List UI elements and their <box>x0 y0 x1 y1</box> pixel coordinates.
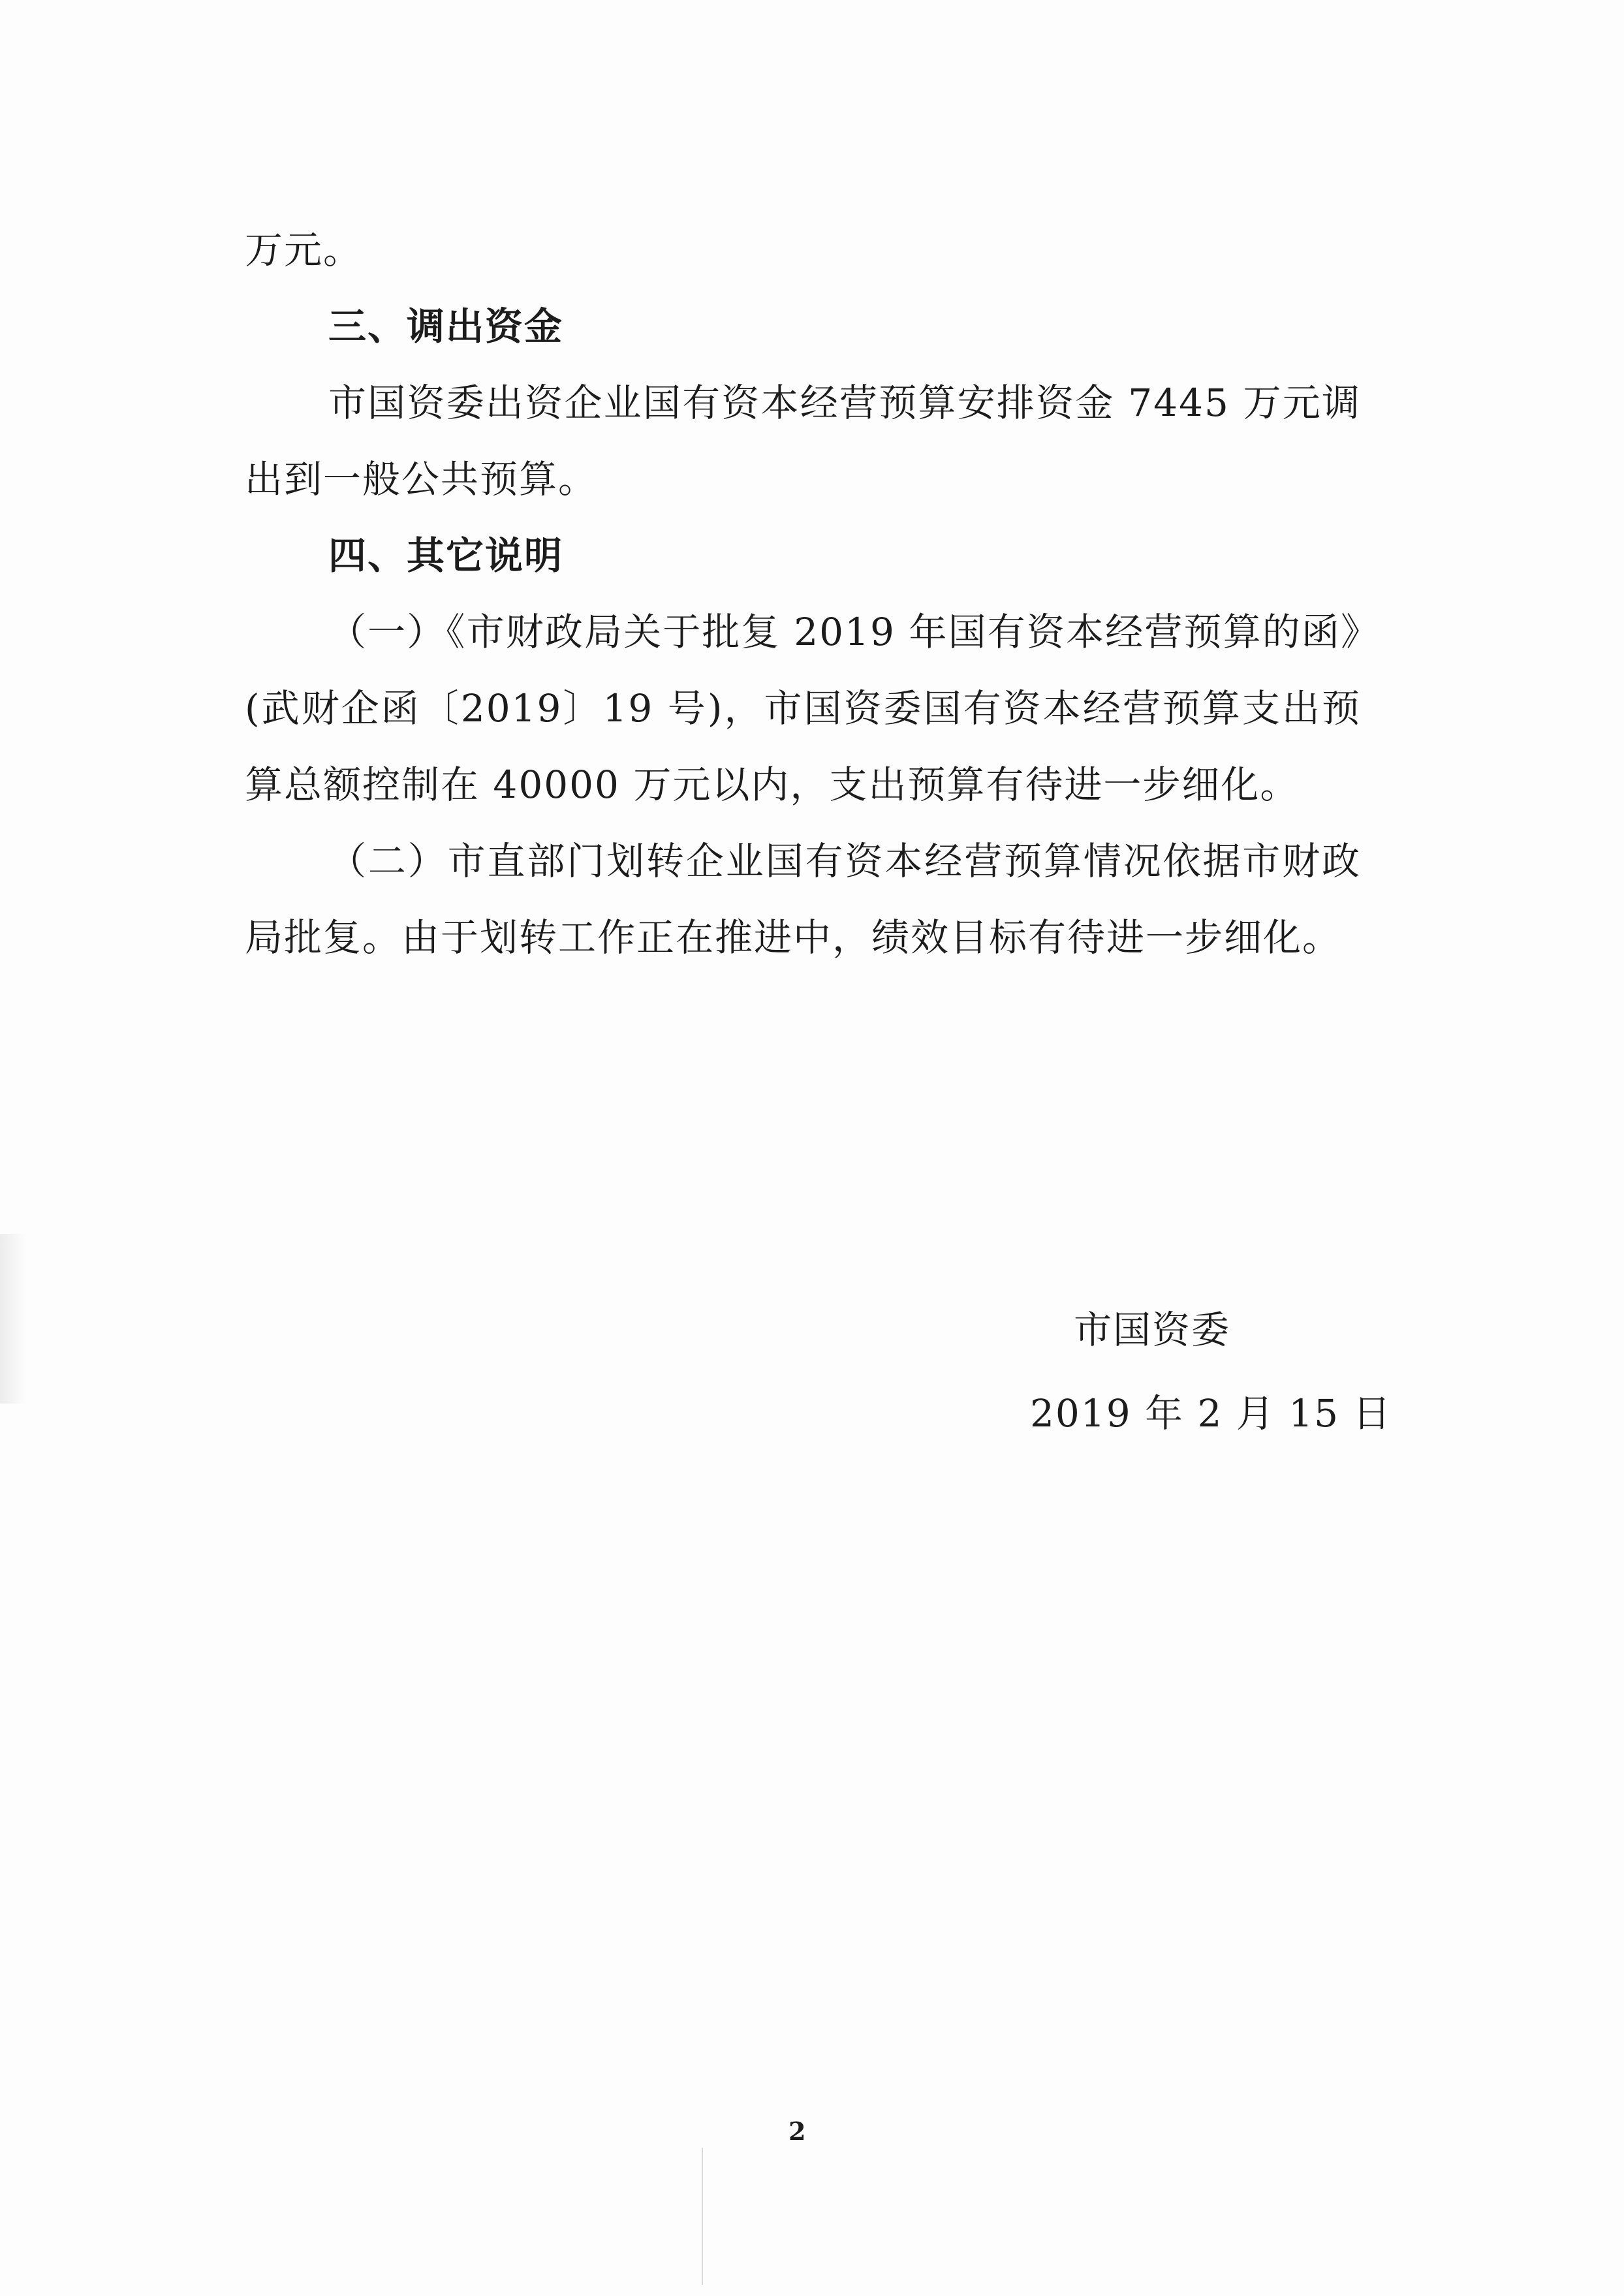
page-number: 2 <box>789 2116 806 2146</box>
section-heading-4: 四、其它说明 <box>328 533 564 578</box>
document-body <box>245 212 1361 976</box>
scan-shadow <box>0 1234 26 1404</box>
paragraph-note-1: （一）《市财政局关于批复 2019 年国有资本经营预算的函》(武财企函〔2019〕19 号)，市国资委国有资本经营预算支出预算总额控制在 40000 万元以内，支出预算有待进一步细化。 <box>245 610 1361 807</box>
scan-artifact-line <box>702 2148 703 2285</box>
paragraph-note-2: （二）市直部门划转企业国有资本经营预算情况依据市财政局批复。由于划转工作正在推进中，绩效目标有待进一步细化。 <box>245 839 1361 960</box>
section-heading-3: 三、调出资金 <box>328 304 564 349</box>
signature-organization: 市国资委 <box>1074 1308 1231 1352</box>
paragraph-transfer-funds: 市国资委出资企业国有资本经营预算安排资金 7445 万元调出到一般公共预算。 <box>245 381 1361 501</box>
paragraph-continuation: 万元。 <box>245 228 363 272</box>
signature-date: 2019 年 2 月 15 日 <box>1030 1391 1392 1436</box>
